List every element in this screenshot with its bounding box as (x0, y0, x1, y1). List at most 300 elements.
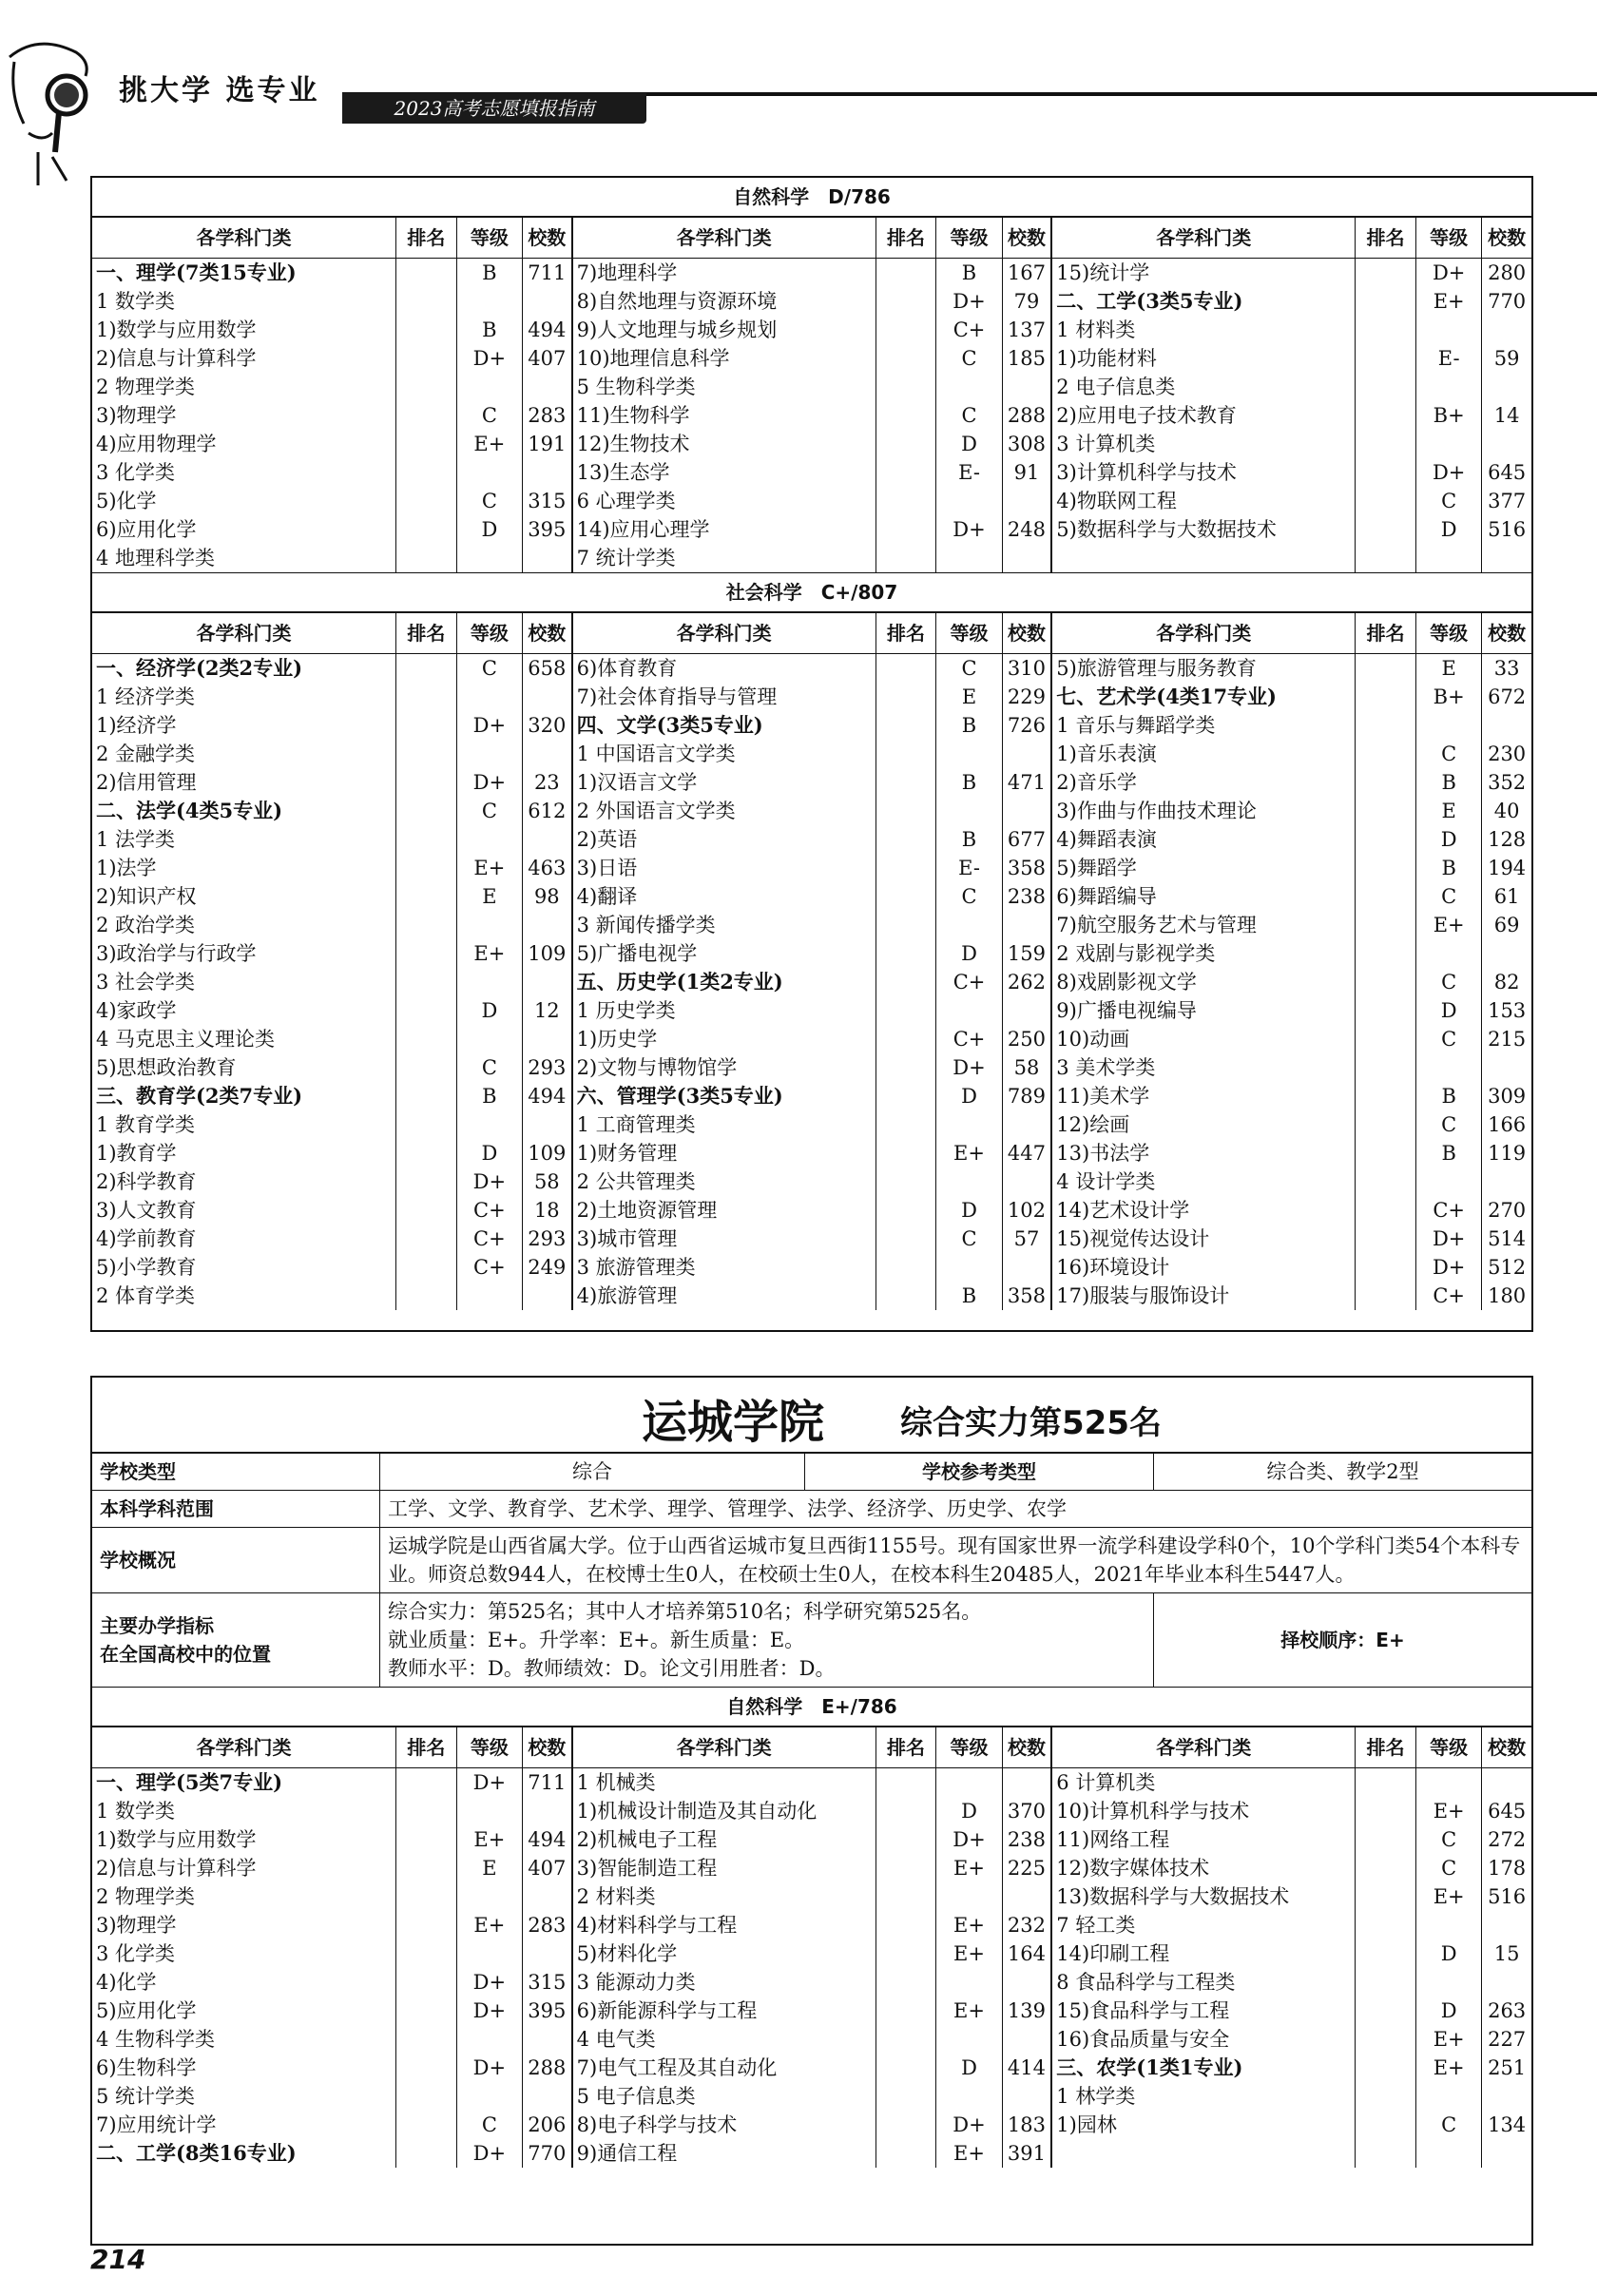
indicator-values (380, 1593, 1154, 1688)
discipline-rank (1356, 1882, 1416, 1911)
discipline-count: 58 (522, 1167, 571, 1196)
discipline-count: 230 (1482, 740, 1531, 768)
discipline-name: 5)旅游管理与服务教育 (1056, 657, 1257, 680)
discipline-rank (395, 654, 456, 684)
discipline-count: 12 (522, 996, 571, 1025)
discipline-name: 4 生物科学类 (96, 2028, 216, 2051)
discipline-rank (395, 711, 456, 740)
discipline-grade: D (456, 1139, 522, 1167)
discipline-grade: C (1416, 487, 1482, 515)
discipline-count (1002, 911, 1051, 939)
table-row (92, 515, 1531, 544)
table-row (92, 1939, 1531, 1968)
discipline-name: 3)作曲与作曲技术理论 (1056, 800, 1257, 822)
discipline-name: 7)地理科学 (576, 261, 678, 284)
discipline-name: 1)音乐表演 (1056, 743, 1157, 765)
discipline-count (1002, 1167, 1051, 1196)
discipline-grade: E+ (936, 1854, 1002, 1882)
discipline-grade (1416, 1911, 1482, 1939)
table-row (92, 1025, 1531, 1053)
social-science-title: 社会科学 C+/807 (92, 572, 1531, 612)
discipline-rank (395, 1139, 456, 1167)
discipline-grade: D+ (456, 344, 522, 373)
discipline-grade: D (936, 939, 1002, 968)
discipline-grade (1416, 1053, 1482, 1082)
discipline-count: 91 (1002, 458, 1051, 487)
discipline-count: 315 (522, 487, 571, 515)
discipline-name: 1)教育学 (96, 1142, 177, 1165)
discipline-name: 6)新能源科学与工程 (576, 1999, 758, 2022)
discipline-rank (395, 1253, 456, 1282)
discipline-count: 119 (1482, 1139, 1531, 1167)
discipline-count: 283 (522, 401, 571, 430)
discipline-count: 309 (1482, 1082, 1531, 1110)
discipline-count: 471 (1002, 768, 1051, 797)
discipline-count (522, 458, 571, 487)
discipline-grade: C+ (456, 1253, 522, 1282)
discipline-grade: C (456, 2111, 522, 2139)
discipline-rank (1356, 2139, 1416, 2168)
social-science-table (92, 612, 1531, 1310)
discipline-rank (875, 1167, 936, 1196)
discipline-grade (456, 683, 522, 711)
discipline-name: 2 材料类 (576, 1885, 656, 1908)
discipline-count: 153 (1482, 996, 1531, 1025)
discipline-grade (1416, 939, 1482, 968)
column-header-count: 校数 (1482, 613, 1531, 654)
discipline-rank (875, 2054, 936, 2082)
discipline-count: 658 (522, 654, 571, 684)
discipline-grade: C (936, 654, 1002, 684)
column-header-grade: 等级 (456, 218, 522, 259)
discipline-rank (1356, 1253, 1416, 1282)
discipline-count (522, 911, 571, 939)
discipline-rank (395, 316, 456, 344)
discipline-rank (875, 1082, 936, 1110)
discipline-rank (875, 1854, 936, 1882)
discipline-grade: E- (936, 458, 1002, 487)
discipline-rank (1356, 1997, 1416, 2025)
discipline-name: 5)数据科学与大数据技术 (1056, 518, 1277, 541)
discipline-grade: D (936, 1082, 1002, 1110)
discipline-grade: E+ (1416, 2054, 1482, 2082)
discipline-name: 9)广播电视编导 (1056, 999, 1197, 1022)
table-row (92, 1768, 1531, 1798)
discipline-count: 14 (1482, 401, 1531, 430)
discipline-count (522, 373, 571, 401)
discipline-rank (1356, 854, 1416, 882)
discipline-rank (875, 2025, 936, 2054)
discipline-count (522, 1882, 571, 1911)
discipline-count (1002, 740, 1051, 768)
discipline-grade: B (936, 825, 1002, 854)
school-title-row (92, 1378, 1531, 1454)
column-header-rank: 排名 (1356, 613, 1416, 654)
discipline-rank (1356, 344, 1416, 373)
discipline-grade: C+ (456, 1196, 522, 1225)
discipline-count (522, 544, 571, 572)
discipline-rank (875, 1825, 936, 1854)
discipline-grade (936, 740, 1002, 768)
discipline-name: 13)生态学 (576, 461, 670, 484)
discipline-grade (456, 1939, 522, 1968)
discipline-rank (395, 344, 456, 373)
discipline-count (1002, 544, 1051, 572)
discipline-grade: C (1416, 882, 1482, 911)
column-header-row (92, 613, 1531, 654)
discipline-grade (456, 373, 522, 401)
discipline-grade (936, 2025, 1002, 2054)
discipline-rank (875, 2139, 936, 2168)
discipline-count (1482, 1768, 1531, 1798)
column-header-count: 校数 (1002, 613, 1051, 654)
discipline-grade: E+ (936, 1939, 1002, 1968)
discipline-name: 二、工学(8类16专业) (96, 2141, 297, 2165)
discipline-rank (1356, 2054, 1416, 2082)
discipline-grade (456, 1110, 522, 1139)
discipline-grade: C+ (456, 1225, 522, 1253)
table-row (92, 1110, 1531, 1139)
discipline-grade: B (456, 1082, 522, 1110)
discipline-count: 33 (1482, 654, 1531, 684)
discipline-rank (875, 1139, 936, 1167)
discipline-rank (395, 1225, 456, 1253)
discipline-count (1002, 2082, 1051, 2111)
discipline-count: 229 (1002, 683, 1051, 711)
discipline-name: 六、管理学(3类5专业) (576, 1084, 783, 1108)
discipline-grade: C+ (1416, 1282, 1482, 1310)
discipline-count (522, 683, 571, 711)
column-header-grade: 等级 (1416, 1727, 1482, 1768)
discipline-name: 1)法学 (96, 857, 157, 879)
discipline-grade: B (1416, 1082, 1482, 1110)
table-row (92, 1225, 1531, 1253)
column-header-row (92, 1727, 1531, 1768)
previous-school-disciplines (90, 176, 1533, 1332)
discipline-count: 262 (1002, 968, 1051, 996)
column-header-count: 校数 (1002, 218, 1051, 259)
discipline-grade (456, 1797, 522, 1825)
discipline-name: 14)应用心理学 (576, 518, 710, 541)
discipline-rank (395, 797, 456, 825)
column-header-name: 各学科门类 (572, 218, 875, 259)
discipline-count: 672 (1482, 683, 1531, 711)
discipline-grade: C+ (1416, 1196, 1482, 1225)
discipline-count (522, 825, 571, 854)
discipline-name (1051, 2139, 1355, 2168)
discipline-count: 206 (522, 2111, 571, 2139)
table-row (92, 882, 1531, 911)
discipline-grade (456, 1282, 522, 1310)
discipline-grade (1416, 1768, 1482, 1798)
discipline-name: 11)生物科学 (576, 404, 690, 427)
discipline-count: 514 (1482, 1225, 1531, 1253)
discipline-rank (395, 515, 456, 544)
discipline-count: 61 (1482, 882, 1531, 911)
discipline-count: 82 (1482, 968, 1531, 996)
discipline-rank (1356, 1854, 1416, 1882)
discipline-rank (875, 1282, 936, 1310)
discipline-count: 726 (1002, 711, 1051, 740)
discipline-name: 2)知识产权 (96, 885, 197, 908)
discipline-grade (1416, 711, 1482, 740)
table-row (92, 1997, 1531, 2025)
column-header-name: 各学科门类 (1051, 1727, 1355, 1768)
discipline-rank (395, 968, 456, 996)
discipline-count (1482, 939, 1531, 968)
column-header-grade: 等级 (1416, 613, 1482, 654)
discipline-count: 677 (1002, 825, 1051, 854)
discipline-count: 59 (1482, 344, 1531, 373)
discipline-count (1482, 1053, 1531, 1082)
discipline-rank (1356, 401, 1416, 430)
discipline-count (1482, 373, 1531, 401)
discipline-count (1482, 544, 1531, 572)
discipline-name: 9)人文地理与城乡规划 (576, 318, 778, 341)
discipline-grade: E+ (936, 1997, 1002, 2025)
discipline-rank (875, 515, 936, 544)
discipline-rank (1356, 1167, 1416, 1196)
discipline-rank (875, 1768, 936, 1798)
discipline-count: 770 (1482, 287, 1531, 316)
column-header-row (92, 218, 1531, 259)
discipline-rank (875, 401, 936, 430)
discipline-count: 139 (1002, 1997, 1051, 2025)
ref-type-value: 综合类、教学2型 (1154, 1454, 1532, 1491)
discipline-count (1482, 1167, 1531, 1196)
discipline-name: 七、艺术学(4类17专业) (1056, 685, 1277, 708)
discipline-rank (875, 487, 936, 515)
column-header-grade: 等级 (936, 613, 1002, 654)
discipline-name: 3 化学类 (96, 461, 176, 484)
discipline-grade: D (936, 430, 1002, 458)
discipline-count: 512 (1482, 1253, 1531, 1282)
discipline-grade (456, 1025, 522, 1053)
discipline-name: 1 数学类 (96, 290, 176, 313)
discipline-grade: C (1416, 2111, 1482, 2139)
discipline-count (1482, 2082, 1531, 2111)
discipline-grade: B+ (1416, 401, 1482, 430)
discipline-name: 2)机械电子工程 (576, 1828, 718, 1851)
discipline-rank (875, 1025, 936, 1053)
discipline-grade: D+ (456, 1997, 522, 2025)
table-row (92, 1167, 1531, 1196)
discipline-count: 494 (522, 1082, 571, 1110)
discipline-name: 二、法学(4类5专业) (96, 799, 283, 822)
discipline-grade: B (936, 711, 1002, 740)
discipline-count: 391 (1002, 2139, 1051, 2168)
discipline-count: 137 (1002, 316, 1051, 344)
discipline-count: 770 (522, 2139, 571, 2168)
school-info-table (92, 1454, 1531, 1688)
discipline-name: 4)应用物理学 (96, 433, 217, 455)
discipline-count: 358 (1002, 854, 1051, 882)
discipline-name: 五、历史学(1类2专业) (576, 970, 783, 994)
table-row (92, 711, 1531, 740)
discipline-name: 2 体育学类 (96, 1284, 196, 1307)
table-row (92, 401, 1531, 430)
discipline-name: 1 音乐与舞蹈学类 (1056, 714, 1216, 737)
discipline-name: 6)体育教育 (576, 657, 678, 680)
discipline-count: 178 (1482, 1854, 1531, 1882)
discipline-count: 516 (1482, 1882, 1531, 1911)
discipline-rank (1356, 1025, 1416, 1053)
discipline-name: 6)生物科学 (96, 2056, 197, 2079)
discipline-rank (1356, 968, 1416, 996)
discipline-rank (395, 401, 456, 430)
natural-science-table (92, 217, 1531, 572)
table-row (92, 854, 1531, 882)
discipline-rank (395, 854, 456, 882)
indicator-label-line2: 在全国高校中的位置 (100, 1643, 271, 1666)
discipline-name: 1 法学类 (96, 828, 176, 851)
discipline-count: 320 (522, 711, 571, 740)
column-header-rank: 排名 (875, 1727, 936, 1768)
discipline-rank (1356, 683, 1416, 711)
discipline-name: 4)物联网工程 (1056, 490, 1177, 512)
table-row (92, 316, 1531, 344)
discipline-grade: B (936, 259, 1002, 288)
discipline-name: 2)英语 (576, 828, 638, 851)
order-label: 择校顺序：E+ (1154, 1593, 1532, 1688)
discipline-name: 5)应用化学 (96, 1999, 197, 2022)
discipline-rank (395, 1167, 456, 1196)
header-tab: 2023高考志愿填报指南 (342, 93, 646, 124)
discipline-count: 447 (1002, 1139, 1051, 1167)
discipline-rank (395, 1939, 456, 1968)
discipline-name: 3 美术学类 (1056, 1056, 1156, 1079)
discipline-name: 7)社会体育指导与管理 (576, 685, 778, 708)
discipline-rank (875, 1997, 936, 2025)
discipline-count: 183 (1002, 2111, 1051, 2139)
discipline-rank (395, 1282, 456, 1310)
table-row (92, 1854, 1531, 1882)
table-row (92, 740, 1531, 768)
discipline-name: 1 林学类 (1056, 2085, 1136, 2108)
table-row (92, 2025, 1531, 2054)
discipline-rank (395, 430, 456, 458)
discipline-grade (456, 740, 522, 768)
discipline-grade: C (1416, 968, 1482, 996)
table-row (92, 1968, 1531, 1997)
discipline-rank (395, 458, 456, 487)
discipline-count (1482, 430, 1531, 458)
discipline-rank (395, 683, 456, 711)
column-header-count: 校数 (1002, 1727, 1051, 1768)
discipline-name: 3)计算机科学与技术 (1056, 461, 1237, 484)
discipline-grade: D (1416, 996, 1482, 1025)
discipline-rank (1356, 825, 1416, 854)
discipline-grade: C+ (936, 968, 1002, 996)
discipline-count: 166 (1482, 1110, 1531, 1139)
discipline-rank (875, 2111, 936, 2139)
discipline-name: 2 政治学类 (96, 914, 196, 936)
table-row (92, 2139, 1531, 2168)
table-row (92, 768, 1531, 797)
discipline-name: 二、工学(3类5专业) (1056, 289, 1243, 313)
discipline-rank (875, 825, 936, 854)
discipline-name: 1)功能材料 (1056, 347, 1157, 370)
discipline-grade: D (1416, 825, 1482, 854)
discipline-name: 1)汉语言文学 (576, 771, 698, 794)
discipline-name: 四、文学(3类5专业) (576, 713, 763, 737)
discipline-grade: E+ (936, 2139, 1002, 2168)
discipline-rank (875, 711, 936, 740)
discipline-grade (1416, 373, 1482, 401)
discipline-name: 8 食品科学与工程类 (1056, 1971, 1236, 1994)
discipline-grade (456, 544, 522, 572)
discipline-name (1051, 544, 1355, 572)
table-row (92, 911, 1531, 939)
discipline-rank (1356, 1225, 1416, 1253)
discipline-rank (395, 1825, 456, 1854)
discipline-rank (875, 683, 936, 711)
discipline-grade: B+ (1416, 683, 1482, 711)
discipline-rank (1356, 654, 1416, 684)
discipline-count: 407 (522, 1854, 571, 1882)
discipline-grade: B (1416, 768, 1482, 797)
column-header-rank: 排名 (875, 218, 936, 259)
discipline-count (1482, 1968, 1531, 1997)
discipline-grade: E (1416, 654, 1482, 684)
discipline-name: 4)旅游管理 (576, 1284, 678, 1307)
discipline-rank (1356, 797, 1416, 825)
discipline-grade: D+ (936, 1825, 1002, 1854)
discipline-rank (395, 2111, 456, 2139)
discipline-grade: B (456, 259, 522, 288)
discipline-rank (1356, 1196, 1416, 1225)
discipline-grade (936, 1253, 1002, 1282)
discipline-name: 13)书法学 (1056, 1142, 1150, 1165)
discipline-count: 40 (1482, 797, 1531, 825)
discipline-name: 3)人文教育 (96, 1199, 197, 1222)
table-row (92, 458, 1531, 487)
discipline-rank (395, 740, 456, 768)
discipline-name: 3 计算机类 (1056, 433, 1156, 455)
discipline-name: 5)思想政治教育 (96, 1056, 237, 1079)
column-header-count: 校数 (522, 218, 571, 259)
discipline-count: 711 (522, 259, 571, 288)
discipline-count: 57 (1002, 1225, 1051, 1253)
scope-label: 本科学科范围 (92, 1491, 380, 1528)
discipline-count (1002, 2025, 1051, 2054)
table-row (92, 1196, 1531, 1225)
discipline-count: 238 (1002, 1825, 1051, 1854)
discipline-rank (395, 287, 456, 316)
discipline-grade: E (1416, 797, 1482, 825)
discipline-rank (395, 1968, 456, 1997)
discipline-rank (1356, 1939, 1416, 1968)
discipline-count: 395 (522, 1997, 571, 2025)
discipline-rank (1356, 287, 1416, 316)
table-row (92, 287, 1531, 316)
discipline-rank (1356, 2111, 1416, 2139)
overview-label: 学校概况 (92, 1528, 380, 1593)
column-header-grade: 等级 (1416, 218, 1482, 259)
discipline-rank (1356, 2082, 1416, 2111)
discipline-grade: C (936, 401, 1002, 430)
discipline-count: 352 (1482, 768, 1531, 797)
discipline-count (1482, 316, 1531, 344)
discipline-grade (936, 1968, 1002, 1997)
discipline-count: 280 (1482, 259, 1531, 288)
discipline-rank (875, 1110, 936, 1139)
column-header-rank: 排名 (395, 1727, 456, 1768)
column-header-name: 各学科门类 (1051, 218, 1355, 259)
discipline-rank (395, 996, 456, 1025)
discipline-count: 789 (1002, 1082, 1051, 1110)
discipline-grade: C+ (936, 1025, 1002, 1053)
